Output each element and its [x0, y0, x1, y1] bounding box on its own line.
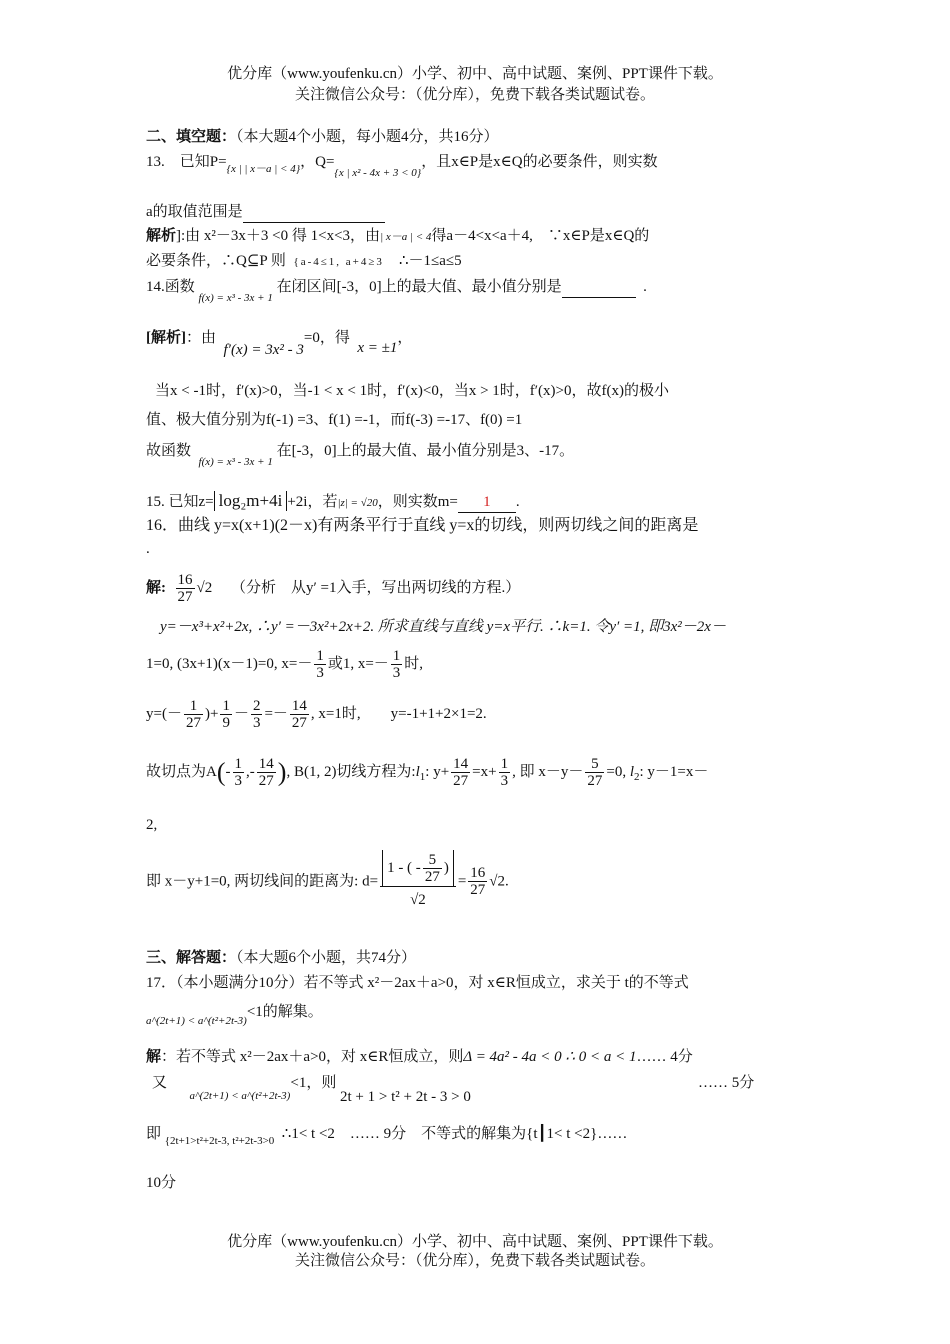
q13-solution-result: ∴－1≤a≤5 [398, 253, 462, 269]
q13-text-a: 13. 已知P= [146, 154, 227, 170]
header-line-2: 关注微信公众号：（优分库），免费下载各类试题试卷。 [294, 87, 655, 103]
q14-answer-blank [562, 277, 636, 298]
q17-solution-label: 解 [146, 1049, 162, 1065]
q16-step-5: 2, [146, 817, 158, 833]
q16-hint: （分析 从y′ =1入手，写出两切线的方程.） [231, 580, 521, 596]
q13-text-b: ，Q= [300, 154, 335, 170]
q13-solution-label: 解析 [146, 228, 177, 244]
q13-solution-abs: | x－a | < 4 [380, 231, 432, 243]
footer-line-1: 优分库（www.youfenku.cn）小学、初中、高中试题、案例、PPT课件下载。 [227, 1234, 723, 1250]
q17-points-4: …… 4分 [636, 1049, 693, 1065]
q17-solution-math: 2t + 1 > t² + 2t - 3 > 0 [340, 1089, 471, 1105]
q14-derivative: f′(x) = 3x² - 3 [223, 342, 304, 358]
section-2-note: （本大题4个小题，每小题4分，共16分） [236, 129, 499, 145]
fraction-one-third-2: $\frac{1}{3}$ [392, 648, 401, 682]
section-3-heading [146, 948, 416, 968]
q14-solution-text-c: ， [397, 330, 413, 346]
q14-solution-line-2: 当x < -1时，f′(x)>0，当-1 < x < 1时，f′(x)<0，当x > 1时，f′(x)>0，故f(x)的极小 [155, 383, 669, 399]
section-2-heading [146, 127, 499, 147]
q15-answer-blank [458, 492, 516, 513]
q16-step-3: y=(－ $\frac{1}{27}$ )+ $\frac{1}{9}$ － $\frac{2}{3}$ =－ $\frac{14}{27}$ , x=1时, y=-1+1+2×1=2. [146, 698, 487, 732]
q16-step-6: 即 x－y+1=0, 两切线间的距离为: d= 1 - ( - $\frac{5}{27}$ ) √2 = $\frac{16}{27}$ √2. [146, 850, 509, 913]
q17-discriminant: Δ = 4a² - 4a < 0 ∴ 0 < a < 1 [463, 1049, 637, 1065]
q16-solution-label: 解 [146, 580, 162, 596]
q17-solution-line-2: 又 $_{a\^{}(2t+1) < a\^{}(t^2+2t-3)}$<1，则 [152, 1075, 337, 1102]
header-line-1: 优分库（www.youfenku.cn）小学、初中、高中试题、案例、PPT课件下载。 [227, 66, 723, 82]
q16-step-2: 1=0, (3x+1)(x－1)=0, x=－ $\frac{1}{3}$ 或1, x=－ $\frac{1}{3}$ 时, [146, 648, 424, 682]
q14-function-repeat: f(x) = x³ - 3x + 1 [198, 456, 273, 468]
q14-conclusion-b: 在[-3，0]上的最大值、最小值分别是3、-17。 [276, 443, 575, 459]
q13-set-q: {x | x² - 4x + 3 < 0} [334, 167, 422, 179]
q17-solution-line-4: 10分 [146, 1175, 177, 1191]
q15-abs-expression: log₂m+4i [214, 491, 288, 511]
q16-answer-fraction: $\frac{16}{27}$ [177, 572, 193, 606]
q13-line-2 [146, 202, 385, 223]
q14-solution-text-b: =0，得 [303, 330, 350, 346]
q14-text-a: 14.函数 [146, 279, 195, 295]
q13-set-p: {x | | x－a | < 4} [226, 163, 301, 175]
section-2-title: 二、填空题： [146, 129, 237, 145]
section-3-title: 三、解答题： [146, 950, 237, 966]
q13-text-c: ，且x∈P是x∈Q的必要条件，则实数 [421, 154, 658, 170]
q14-solution-line-4 [146, 441, 574, 472]
q14-period: . [643, 279, 647, 295]
q15-period: . [515, 494, 520, 510]
q13-line-1 [146, 152, 658, 183]
q17-inequality: a^(2t+1) < a^(t²+2t-3) [146, 1015, 247, 1027]
q15-text-b: +2i，若 [287, 494, 338, 510]
q15-line [146, 491, 520, 513]
q13-solution-line-2 [146, 251, 462, 272]
q17-system: {2t+1>t²+2t-3, t²+2t-3>0 [164, 1135, 275, 1147]
q13-question: a的取值范围是 [146, 204, 243, 220]
q17-line-1: 17．（本小题满分10分）若不等式 x²－2ax＋a>0，对 x∈R恒成立，求关于 t的不等式 [146, 975, 689, 991]
q14-line-1 [146, 277, 647, 308]
q13-answer-blank [243, 202, 385, 223]
q17-points-5: …… 5分 [698, 1075, 755, 1091]
q13-solution-text-b: 得a－4<x<a＋4, ∵x∈P是x∈Q的 [431, 228, 650, 244]
q17-line-2 [146, 1002, 323, 1031]
q13-solution-system: {a-4≤1, a+4≥3 [293, 256, 384, 268]
q15-answer: 1 [483, 494, 491, 510]
q13-solution-text-a: ]:由 x²－3x＋3 <0 得 1<x<3，由 [176, 228, 381, 244]
q14-solution-line-1 [146, 328, 412, 360]
q16-answer-line: 解: $\frac{16}{27}$ √2 （分析 从y′ =1入手，写出两切线的方程.） [146, 572, 521, 606]
q16-step-1: y=－x³+x²+2x, ∴y′ =－3x²+2x+2. 所求直线与直线 y=x平行. ∴k=1. 令y′ =1, 即3x²－2x－ [160, 619, 726, 635]
q14-text-b: 在闭区间[-3，0]上的最大值、最小值分别是 [276, 279, 562, 295]
q14-roots: x = ±1 [357, 340, 398, 356]
fraction-one-third: $\frac{1}{3}$ [316, 648, 324, 682]
footer-line-2: 关注微信公众号：（优分库），免费下载各类试题试卷。 [294, 1253, 655, 1269]
q16-line-2: . [146, 541, 150, 557]
q17-text: <1的解集。 [246, 1004, 323, 1020]
q14-solution-text-a: ：由 [186, 330, 217, 346]
q14-conclusion-a: 故函数 [146, 443, 192, 459]
q15-text-c: ，则实数m= [377, 494, 458, 510]
q17-solution-line-1: 解：若不等式 x²－2ax＋a>0，对 x∈R恒成立，则Δ = 4a² - 4a < 0 ∴ 0 < a < 1…… 4分 [146, 1049, 693, 1065]
q16-distance-fraction: 1 - ( - $\frac{5}{27}$ ) √2 [380, 850, 456, 913]
q14-solution-line-3: 值、极大值分别为f(-1) =3、f(1) =-1，而f(-3) =-17、f(0) =1 [146, 412, 523, 428]
q14-function: f(x) = x³ - 3x + 1 [198, 292, 273, 304]
q14-solution-label: [解析] [146, 330, 186, 346]
section-3-note: （本大题6个小题，共74分） [236, 950, 417, 966]
q13-solution-line-1 [146, 226, 649, 247]
q15-text-a: 15. 已知z= [146, 494, 214, 510]
q16-step-4: 故切点为A(- $\frac{1}{3}$ ,- $\frac{14}{27}$ ), B(1, 2)切线方程为$:l_1$: y+ $\frac{14}{27}$ =x+ $\frac{1}{3}$ , 即 x－y－ $\frac{5}{27}$ =0, $l_2$: y－1=x－ [146, 756, 709, 790]
q15-condition: |z| = √20 [337, 497, 378, 509]
q16-answer-radical: √2 [196, 580, 213, 596]
q13-solution-text-c: 必要条件，∴Q⊆P 则 [146, 253, 286, 269]
q17-solution-line-3: 即 $_{\{2t+1>t^2+2t-3, t^2+2t-3>0}$ ∴1< t <2 …… 9分 不等式的解集为{t┃1< t <2}…… [146, 1126, 628, 1147]
q16-line-1: 16．曲线 y=x(x+1)(2－x)有两条平行于直线 y=x的切线，则两切线之间的距离是 [146, 517, 699, 534]
